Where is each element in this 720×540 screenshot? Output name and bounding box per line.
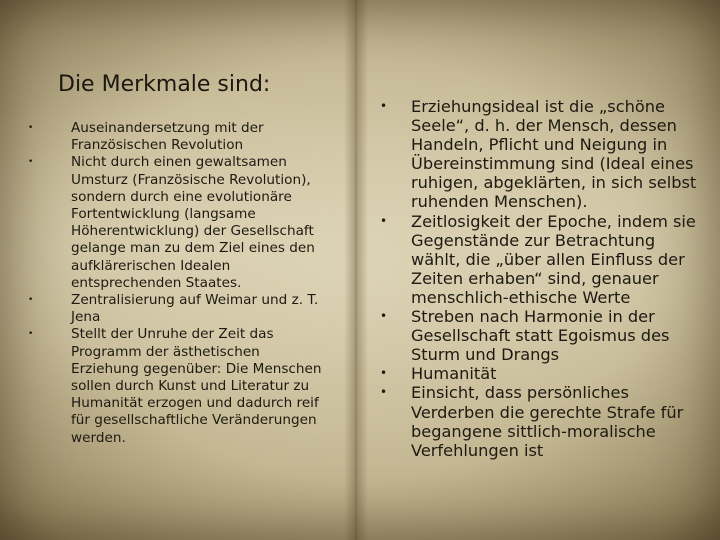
right-bullet-list	[380, 97, 700, 460]
list-item	[380, 97, 700, 212]
list-item	[28, 326, 328, 446]
list-item-text: Erziehungsideal ist die „schöne Seele“, d. h. der Mensch, dessen Handeln, Pflicht und Neigung in Übereinstimmung sind (Ideal eines ruhigen, abgeklärten, in sich selbst ruhenden Menschen).	[411, 97, 697, 212]
list-item-text: Stellt der Unruhe der Zeit das Programm der ästhetischen Erziehung gegenüber: Die Menschen sollen durch Kunst und Literatur zu Humanität erzogen und dadurch reif für gesellschaftliche Veränderungen werden.	[71, 326, 322, 446]
list-item-text: Auseinandersetzung mit der Französischen Revolution	[71, 120, 264, 154]
list-item	[28, 154, 328, 292]
bullet-icon: •	[28, 157, 34, 168]
list-item-text: Zeitlosigkeit der Epoche, indem sie Gegenstände zur Betrachtung wählt, die „über allen Einfluss der Zeiten erhaben“ sind, genauer menschlich-ethische Werte	[411, 211, 696, 307]
list-item-text: Streben nach Harmonie in der Gesellschaft statt Egoismus des Sturm und Drangs	[411, 307, 670, 365]
bullet-icon: •	[380, 385, 388, 400]
list-item	[28, 292, 328, 326]
list-item-text: Einsicht, dass persönliches Verderben die gerechte Strafe für begangene sittlich-moralische Verfehlungen ist	[411, 383, 684, 460]
bullet-icon: •	[28, 123, 34, 133]
list-item-text: Nicht durch einen gewaltsamen Umsturz (Französische Revolution), sondern durch eine evolutionäre Fortentwicklung (langsame Höherentwicklung) der Gesellschaft gelange man zu dem Ziel eines den aufklärerischen Idealen entsprechenden Staates.	[71, 154, 315, 291]
left-bullet-list	[28, 120, 328, 447]
list-item	[380, 307, 700, 364]
bullet-icon: •	[380, 309, 388, 324]
bullet-icon: •	[28, 295, 34, 306]
list-item	[380, 383, 700, 459]
bullet-icon: •	[380, 213, 388, 228]
list-item-text: Zentralisierung auf Weimar und z. T. Jena	[71, 292, 319, 326]
list-item	[380, 212, 700, 307]
book-spine	[344, 0, 368, 540]
bullet-icon: •	[380, 366, 388, 381]
list-item	[380, 364, 700, 383]
list-item	[28, 120, 328, 154]
bullet-icon: •	[380, 99, 388, 113]
page-title: Die Merkmale sind:	[58, 72, 271, 97]
bullet-icon: •	[28, 329, 34, 340]
list-item-text: Humanität	[411, 364, 497, 384]
